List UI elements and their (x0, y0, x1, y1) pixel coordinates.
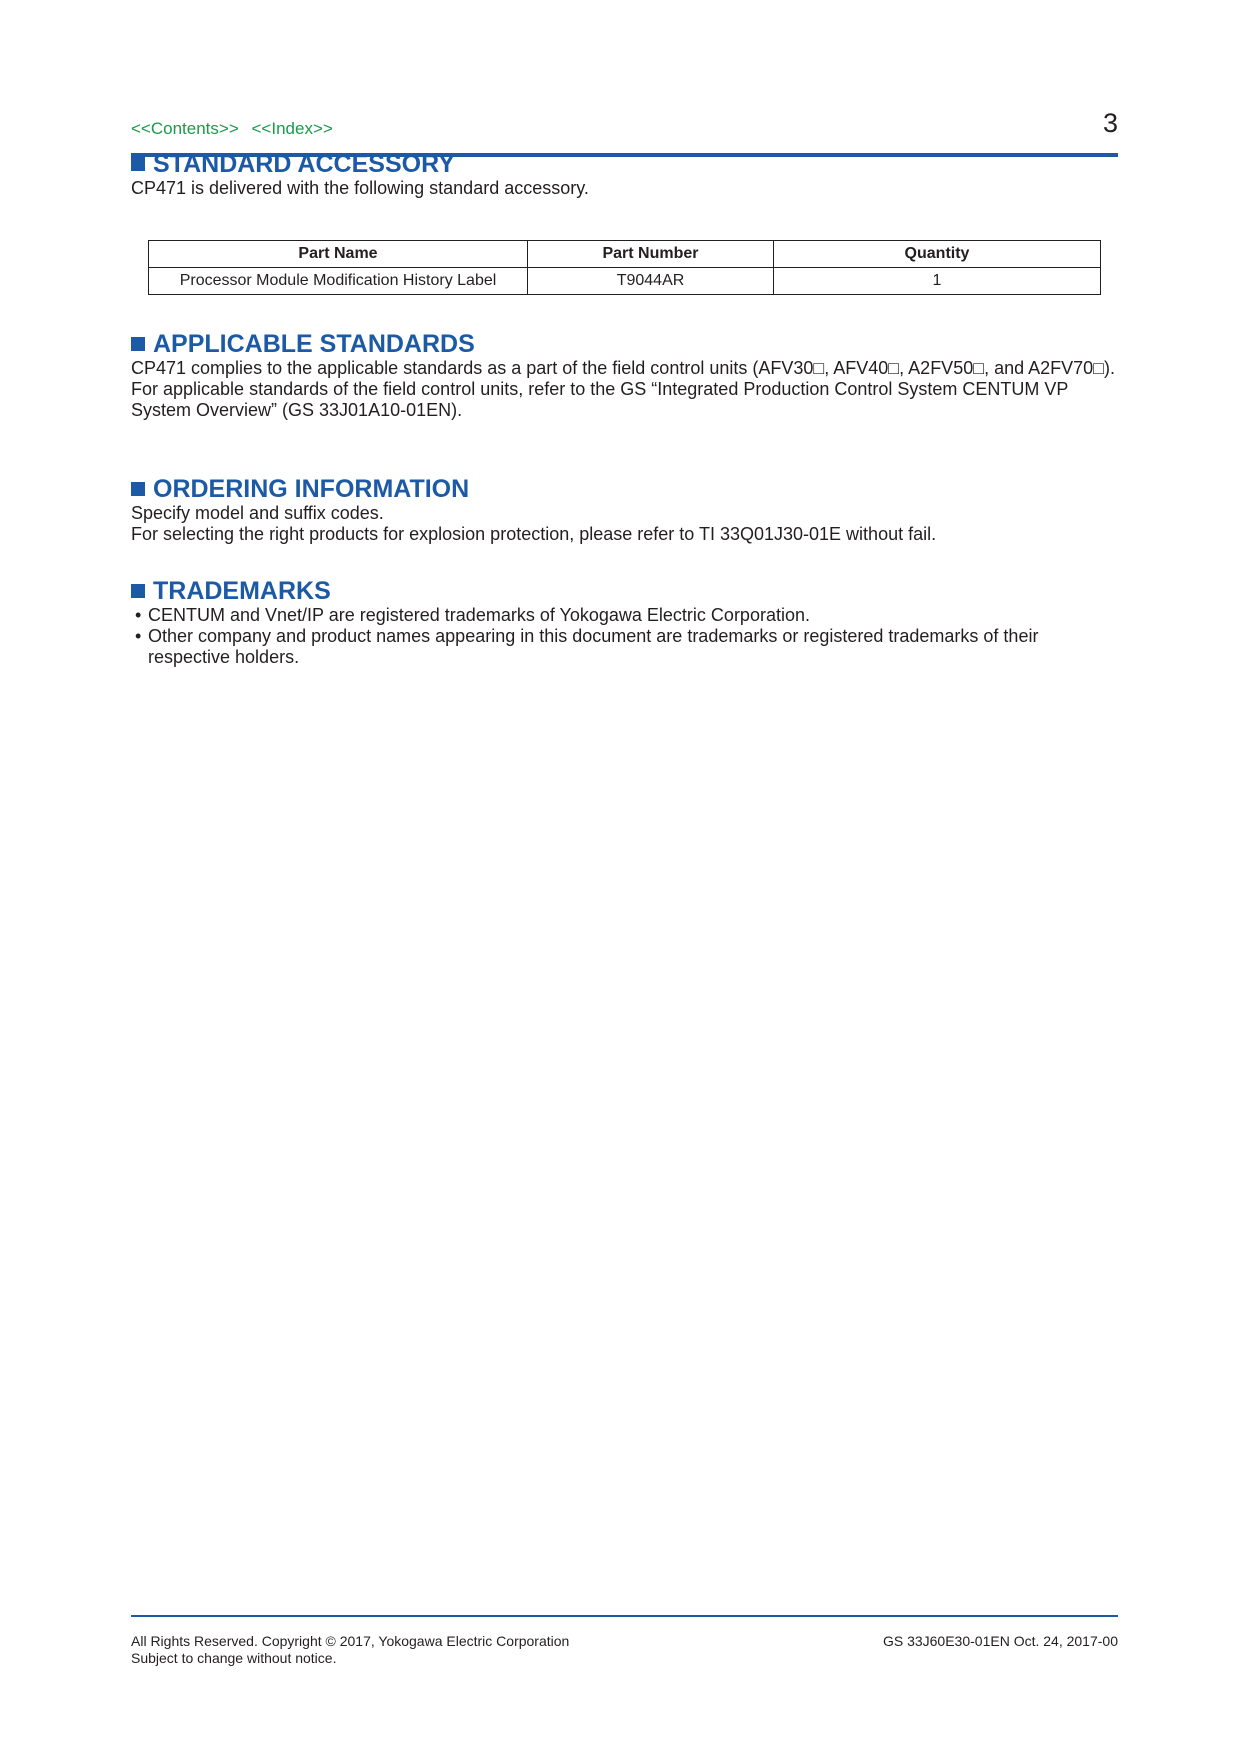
footer-left (131, 1633, 569, 1667)
square-bullet-icon (131, 584, 145, 598)
page-header (131, 105, 1118, 155)
trademark-list (131, 605, 1118, 668)
column-header: Part Number (528, 241, 774, 268)
section-heading (131, 150, 1118, 178)
section-heading (131, 330, 1118, 358)
table-cell: Processor Module Modification History Label (149, 268, 528, 295)
square-bullet-icon (131, 482, 145, 496)
column-header: Quantity (774, 241, 1101, 268)
index-link[interactable]: <<Index>> (251, 119, 333, 138)
standards-paragraph-2: For applicable standards of the field control units, refer to the GS “Integrated Production Control System CENTUM VP System Overview” (GS 33J01A10-01EN). (131, 379, 1069, 420)
square-bullet-icon (131, 157, 145, 171)
list-item: • CENTUM and Vnet/IP are registered trademarks of Yokogawa Electric Corporation. (131, 605, 1118, 626)
section-title: APPLICABLE STANDARDS (153, 330, 475, 358)
column-header: Part Name (149, 241, 528, 268)
section-title: TRADEMARKS (153, 577, 331, 605)
table-cell: T9044AR (528, 268, 774, 295)
section-applicable-standards (131, 330, 1118, 421)
document-page (131, 0, 1118, 1754)
section-intro: CP471 is delivered with the following standard accessory. (131, 178, 589, 198)
accessory-table (148, 240, 1101, 295)
ordering-line-1: Specify model and suffix codes. (131, 503, 384, 523)
standards-paragraph-1: CP471 complies to the applicable standards as a part of the field control units (AFV30□, AFV40□, A2FV50□, and A2FV70□). (131, 358, 1116, 378)
notice-text: Subject to change without notice. (131, 1650, 337, 1666)
table-row (149, 268, 1101, 295)
table-cell: 1 (774, 268, 1101, 295)
list-item: • Other company and product names appearing in this document are trademarks or registered trademarks of their respective holders. (131, 626, 1118, 668)
section-trademarks (131, 577, 1118, 668)
section-title: STANDARD ACCESSORY (153, 150, 455, 178)
table-header-row (149, 241, 1101, 268)
ordering-line-2: For selecting the right products for explosion protection, please refer to TI 33Q01J30-01E without fail. (131, 524, 937, 544)
copyright-text: All Rights Reserved. Copyright © 2017, Yokogawa Electric Corporation (131, 1633, 570, 1649)
section-heading (131, 577, 1118, 605)
footer-divider (131, 1615, 1118, 1617)
section-title: ORDERING INFORMATION (153, 475, 470, 503)
document-id: GS 33J60E30-01EN Oct. 24, 2017-00 (882, 1633, 1118, 1649)
section-standard-accessory (131, 150, 1118, 199)
section-ordering-information (131, 475, 1118, 545)
page-footer (131, 1615, 1118, 1675)
nav-links (131, 119, 341, 139)
square-bullet-icon (131, 337, 145, 351)
page-number: 3 (1102, 108, 1118, 138)
section-heading (131, 475, 1118, 503)
contents-link[interactable]: <<Contents>> (131, 119, 239, 138)
